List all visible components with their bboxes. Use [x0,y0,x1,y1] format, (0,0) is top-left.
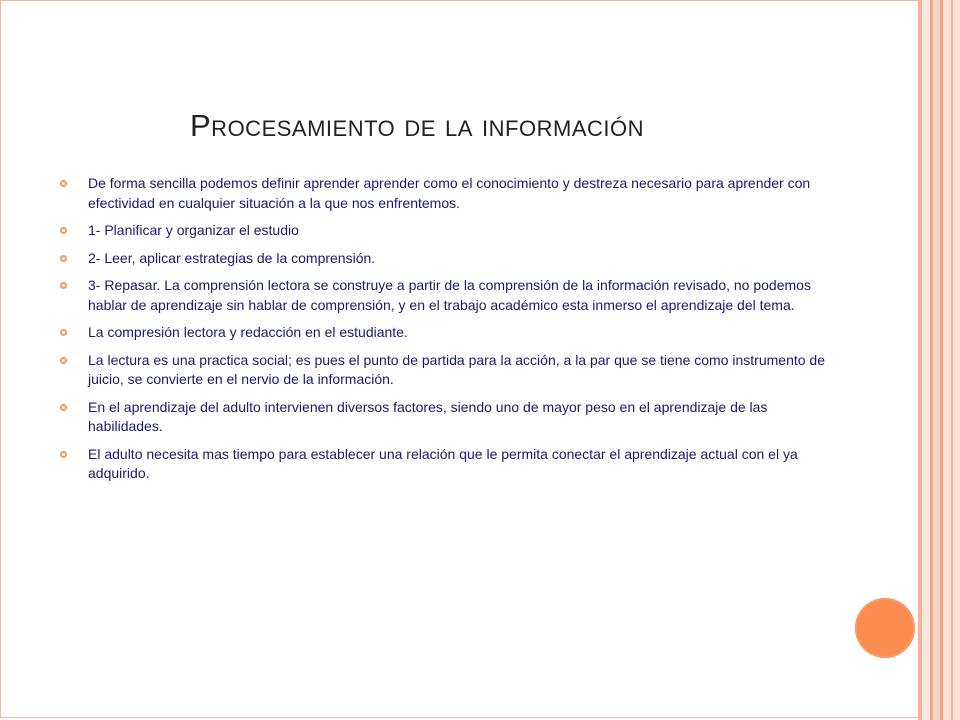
bullet-icon [60,282,67,289]
decorative-orange-circle [855,598,915,658]
bullet-icon [60,357,67,364]
side-decoration-band [933,0,940,720]
bullet-text: De forma sencilla podemos definir aprender aprender como el conocimiento y destreza necesario para aprender con efectividad en cualquier situación a la que nos enfrentemos. [88,175,811,211]
bullet-icon [60,255,67,262]
bullet-item [60,221,825,241]
bullet-icon [60,404,67,411]
side-decoration-band [922,0,930,720]
bullet-item [60,323,825,343]
bullet-icon [60,329,67,336]
bullet-item [60,398,825,437]
bullet-text: 2- Leer, aplicar estrategias de la comprensión. [88,249,376,266]
bullet-item [60,174,825,213]
bullet-item [60,249,825,269]
bullet-item [60,276,825,315]
bullet-list [60,174,825,492]
bullet-item [60,351,825,390]
bullet-item [60,445,825,484]
bullet-text: En el aprendizaje del adulto intervienen diversos factores, siendo uno de mayor peso en el aprendizaje de las habilidades. [88,398,768,434]
bullet-icon [60,227,67,234]
bullet-icon [60,451,67,458]
bullet-text: La compresión lectora y redacción en el estudiante. [88,324,408,340]
bullet-icon [60,180,67,187]
bullet-text: 3- Repasar. La comprensión lectora se construye a partir de la comprensión de la información revisado, no podemos hablar de aprendizaje sin hablar de comprensión, y en el trabajo académico esta inmerso el aprendizaje del tema. [88,277,811,313]
bullet-text: El adulto necesita mas tiempo para establecer una relación que le permita conectar el aprendizaje actual con el ya adquirido. [88,445,798,481]
bullet-text: 1- Planificar y organizar el estudio [88,222,299,238]
bullet-text: La lectura es una practica social; es pues el punto de partida para la acción, a la par que se tiene como instrumento de juicio, se convierte en el nervio de la información. [88,351,826,387]
side-decoration-band [951,0,953,720]
slide-title: Procesamiento de la información [190,108,644,143]
